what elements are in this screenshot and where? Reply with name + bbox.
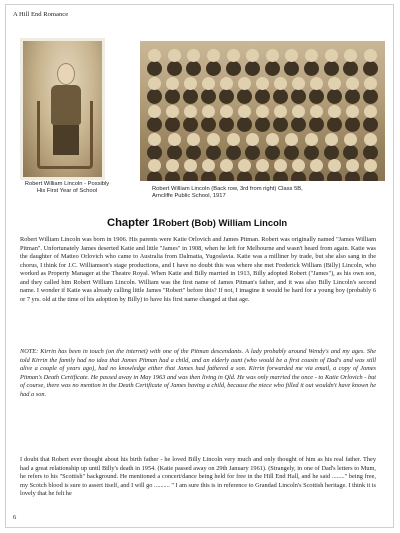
note-paragraph: NOTE: Kirrin has been in touch (on the internet) with one of the Pitman descendants. A lady probably around Wendy's and my ages. She told Kirrin the family had no idea that James Pitman had a child, and an elderly aunt (who would be a first cousin of Dad's and was still alive a couple of years ago), had no knowledge either that James had fathered a son. Kirrin forwarded me via email, a copy of James Pitman's Death Certificate. He passed away in May 1963 and was then living in Qld. He was only married the once - to Katie Orlovich - but of course, there was no mention in the Death Certificate of James having a child, because the niece who filled it out wouldn't have known he had a son. xyxy=(20,348,376,398)
boy-portrait-photo xyxy=(20,38,105,180)
photo-row-4 xyxy=(148,133,377,146)
class-photo-caption: Robert William Lincoln (Back row, 3rd from right) Class 5B, Arncliffe Public School, 1917 xyxy=(152,186,303,199)
photo-row-3 xyxy=(148,105,377,118)
boy-head-shape xyxy=(57,63,75,85)
chapter-title: Robert (Bob) William Lincoln xyxy=(158,217,288,228)
body-paragraph: Robert William Lincoln was born in 1906. His parents were Katie Orlovich and James Pitman. Robert was originally named "James William Pitman". Unfortunately James deserted Katie and little "James" in 1908, when he left for Melbourne and wasn't heard from again. Katie was the daughter of Matteo Orlovich who came to Australia from Dalmatia, Yugoslavia. Katie was a milliner by trade, but she also sang in the chorus, I think for J.C. Williamson's stage productions, and I have no doubt this was where she met Frederick William (Billy) Lincoln, who worked as Property Manager at the Theatre Royal. When Katie and Billy married in 1913, Billy adopted Robert ("James"), as his own son, and they called him Robert William Lincoln. William was the first name of James Pitman's father, and it was also Billy Lincoln's second name. I wonder if Katie was already calling little James "Robert" before this? If not, I imagine it would be hard for a young boy (probably 6 or 7 yrs. old at the time of his adoption by Billy) to have his first name changed at that age. xyxy=(20,236,376,303)
portrait-caption: Robert William Lincoln - Possibly His First Year of School xyxy=(24,181,110,194)
body-paragraph: I doubt that Robert ever thought about his birth father - he loved Billy Lincoln very much and only thought of him as his real father. They had a great relationship up until Billy's death in 1954. (Katie passed away on 29th January 1961). (Strangely, in one of Dad's letters to Mum, he refers to his "Scottish" background. He mentioned a concert/dance being held for free in the Hill End Hall, and he said ........" being free, my Scotch blood is sure to assert itself, and I will go .......... " I am sure this is in reference to Grandad Lincoln's Scottish heritage. I think it is lovely that he felt he xyxy=(20,456,376,497)
photo-row-front xyxy=(148,159,377,172)
class-group-photo xyxy=(140,41,385,181)
photo-row-back xyxy=(148,49,377,62)
page-number: 6 xyxy=(13,514,17,521)
chapter-number: Chapter 1 xyxy=(107,217,159,229)
boy-body-shape xyxy=(51,85,81,125)
running-head: A Hill End Romance xyxy=(13,11,69,18)
boy-legs-shape xyxy=(53,125,79,155)
chapter-heading xyxy=(107,217,287,229)
photo-row-2 xyxy=(148,77,377,90)
